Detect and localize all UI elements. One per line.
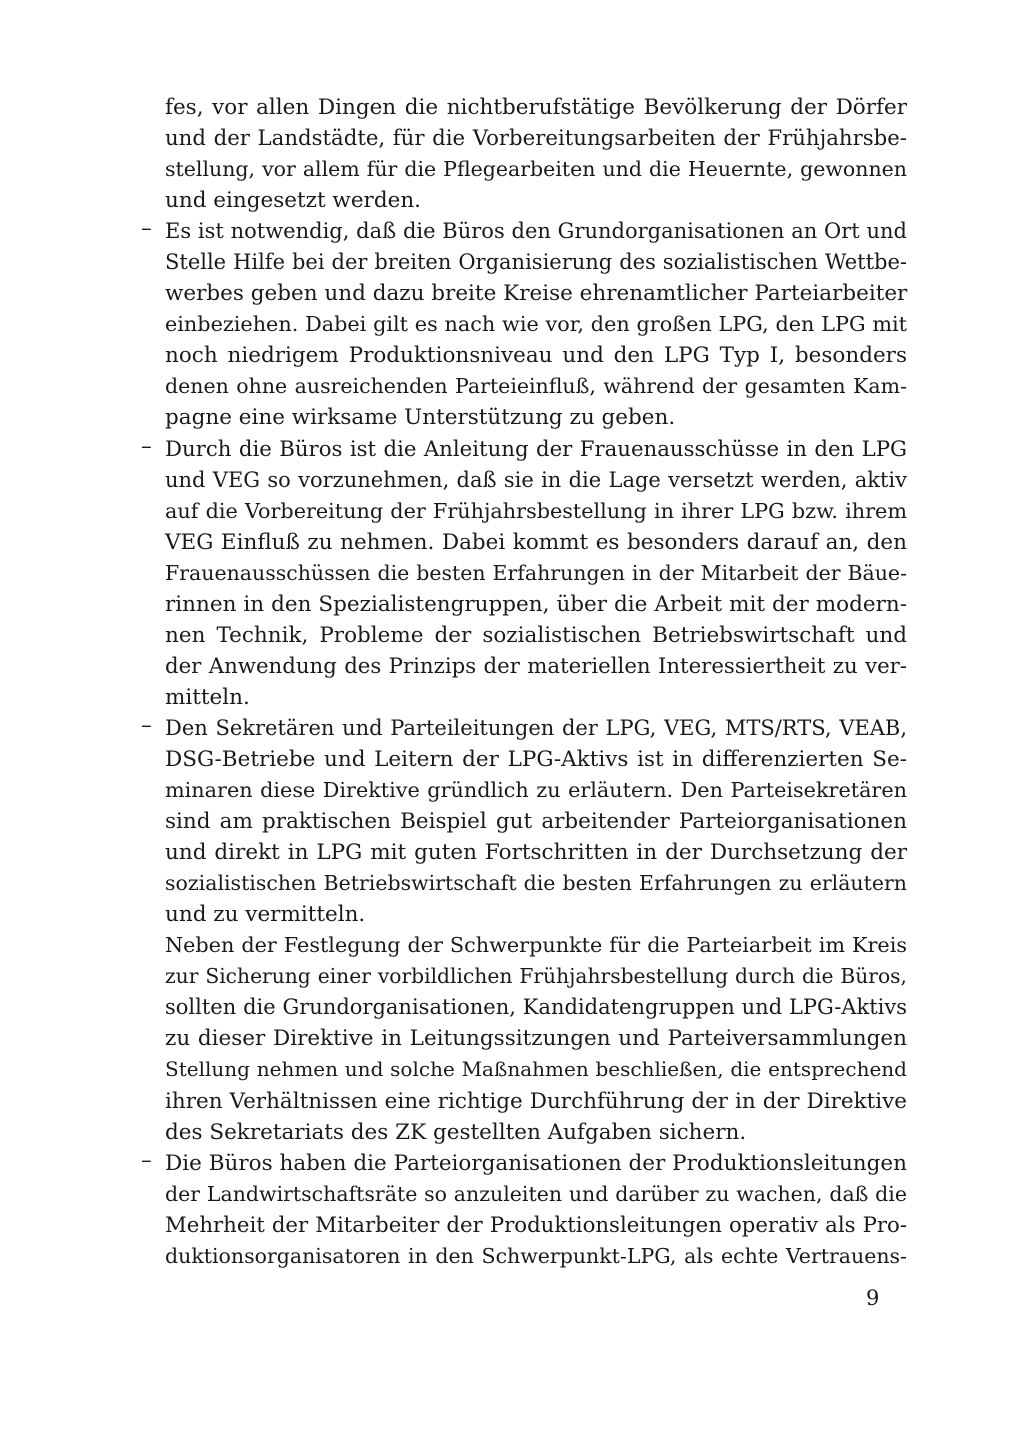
list-dash: –	[141, 433, 152, 459]
line-text: pagne eine wirksame Unterstützung zu geben.	[165, 405, 676, 431]
text-line	[165, 1179, 907, 1210]
text-line	[165, 806, 907, 837]
text-line	[165, 123, 907, 154]
line-text: werbes geben und dazu breite Kreise ehrenamtlicher Parteiarbeiter	[165, 281, 908, 307]
line-text: Mehrheit der Mitarbeiter der Produktionsleitungen operativ als Pro-	[165, 1212, 907, 1238]
text-line	[165, 92, 907, 123]
text-line	[165, 558, 907, 589]
line-text: Stellung nehmen und solche Maßnahmen beschließen, die entsprechend	[165, 1057, 907, 1082]
line-text: nen Technik, Probleme der sozialistischen Betriebswirtschaft und	[165, 622, 907, 648]
list-dash: –	[141, 216, 152, 242]
text-line	[141, 216, 907, 247]
line-text: Neben der Festlegung der Schwerpunkte für die Parteiarbeit im Kreis	[165, 933, 907, 958]
text-line	[165, 1210, 907, 1241]
text-line	[165, 527, 907, 558]
line-text: mitteln.	[165, 684, 250, 710]
text-line	[165, 340, 907, 371]
text-line	[165, 247, 907, 278]
list-dash: –	[141, 1147, 152, 1173]
text-line	[165, 992, 907, 1023]
line-text: ihren Verhältnissen eine richtige Durchführung der in der Direktive	[165, 1088, 907, 1114]
text-line	[165, 651, 907, 682]
text-line	[165, 961, 907, 992]
text-line	[141, 433, 907, 465]
text-line	[141, 1147, 907, 1179]
line-text: der Landwirtschaftsräte so anzuleiten und darüber zu wachen, daß die	[165, 1181, 907, 1206]
line-text: minaren diese Direktive gründlich zu erläutern. Den Parteisekretären	[165, 778, 907, 803]
text-line	[165, 1023, 907, 1054]
line-text: einbeziehen. Dabei gilt es nach wie vor, den großen LPG, den LPG mit	[165, 312, 907, 337]
line-text: Durch die Büros ist die Anleitung der Frauenausschüsse in den LPG	[165, 436, 907, 462]
line-text: Es ist notwendig, daß die Büros den Grundorganisationen an Ort und	[165, 219, 907, 244]
line-text: zur Sicherung einer vorbildlichen Frühjahrsbestellung durch die Büros,	[165, 964, 907, 989]
line-text: Den Sekretären und Parteileitungen der LPG, VEG, MTS/RTS, VEAB,	[165, 715, 907, 740]
text-line	[165, 1086, 907, 1117]
text-line	[165, 1054, 907, 1085]
line-text: auf die Vorbereitung der Frühjahrsbestellung in ihrer LPG bzw. ihrem	[165, 498, 907, 523]
line-text: Stelle Hilfe bei der breiten Organisierung des sozialistischen Wettbe-	[165, 250, 907, 275]
text-line	[165, 1117, 907, 1148]
text-line	[141, 712, 907, 744]
line-text: und der Landstädte, für die Vorbereitungsarbeiten der Frühjahrsbe-	[165, 126, 907, 152]
text-line	[165, 868, 907, 899]
text-line	[165, 309, 907, 340]
text-line	[165, 930, 907, 961]
text-line	[165, 496, 907, 527]
line-text: Frauenausschüssen die besten Erfahrungen in der Mitarbeit der Bäue-	[165, 560, 907, 585]
text-line	[165, 465, 907, 496]
line-text: der Anwendung des Prinzips der materiellen Interessiertheit zu ver-	[165, 653, 907, 679]
text-line	[165, 589, 907, 620]
body-text	[141, 92, 908, 1272]
list-dash: –	[141, 712, 152, 738]
line-text: sind am praktischen Beispiel gut arbeitender Parteiorganisationen	[165, 809, 907, 835]
page-number: 9	[866, 1286, 880, 1310]
text-line	[165, 185, 907, 216]
line-text: des Sekretariats des ZK gestellten Aufgaben sichern.	[165, 1119, 747, 1145]
text-line	[165, 402, 907, 433]
text-line	[165, 682, 907, 713]
line-text: stellung, vor allem für die Pflegearbeiten und die Heuernte, gewonnen	[165, 157, 907, 182]
text-line	[165, 744, 907, 775]
line-text: duktionsorganisatoren in den Schwerpunkt-LPG, als echte Vertrauens-	[165, 1243, 907, 1268]
line-text: VEG Einfluß zu nehmen. Dabei kommt es besonders darauf an, den	[165, 529, 907, 555]
line-text: zu dieser Direktive in Leitungssitzungen und Parteiversammlungen	[165, 1026, 907, 1052]
text-line	[165, 775, 907, 806]
line-text: Die Büros haben die Parteiorganisationen der Produktionsleitungen	[165, 1150, 907, 1176]
line-text: rinnen in den Spezialistengruppen, über die Arbeit mit der modern-	[165, 591, 907, 617]
text-line	[165, 278, 907, 309]
line-text: und zu vermitteln.	[165, 902, 366, 928]
text-line	[165, 371, 907, 402]
line-text: und VEG so vorzunehmen, daß sie in die Lage versetzt werden, aktiv	[165, 467, 907, 492]
line-text: sollten die Grundorganisationen, Kandidatengruppen und LPG-Aktivs	[165, 995, 907, 1020]
text-line	[165, 154, 907, 185]
line-text: und direkt in LPG mit guten Fortschritten in der Durchsetzung der	[165, 840, 907, 866]
text-line	[165, 620, 907, 651]
line-text: sozialistischen Betriebswirtschaft die besten Erfahrungen zu erläutern	[165, 871, 907, 896]
text-line	[165, 899, 907, 930]
line-text: fes, vor allen Dingen die nichtberufstätige Bevölkerung der Dörfer	[165, 95, 907, 120]
line-text: DSG-Betriebe und Leitern der LPG-Aktivs ist in differenzierten Se-	[165, 746, 907, 772]
line-text: denen ohne ausreichenden Parteieinfluß, während der gesamten Kam-	[165, 374, 907, 399]
text-line	[165, 837, 907, 868]
text-line	[165, 1241, 907, 1272]
line-text: und eingesetzt werden.	[165, 188, 421, 214]
line-text: noch niedrigem Produktionsniveau und den LPG Typ I, besonders	[165, 343, 907, 369]
